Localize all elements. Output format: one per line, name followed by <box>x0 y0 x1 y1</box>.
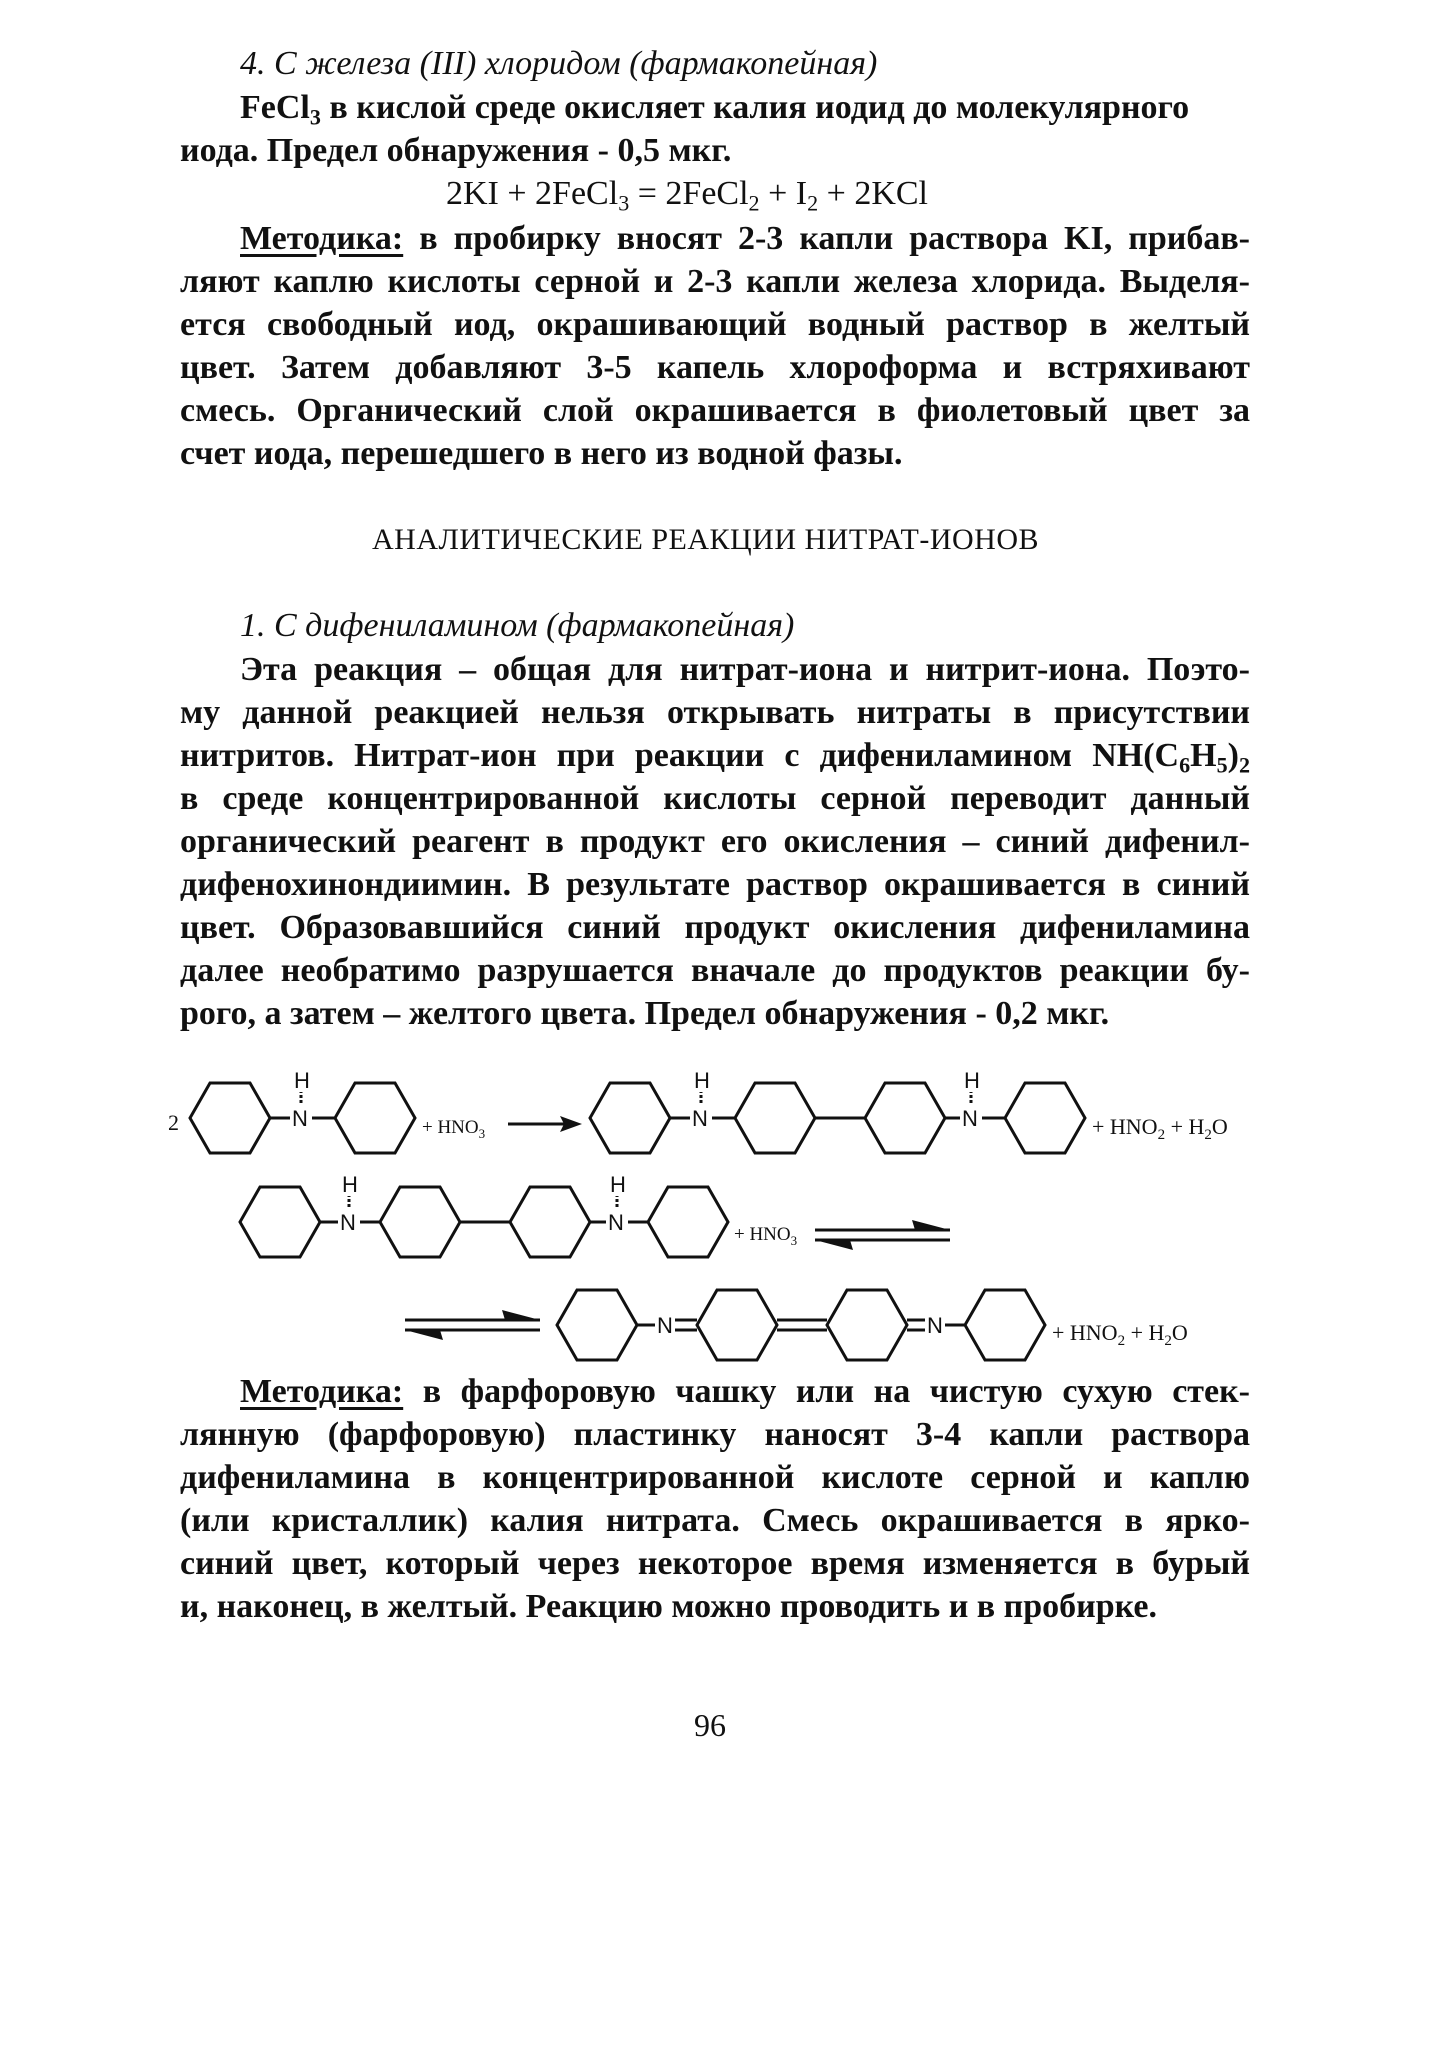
paragraph-line <box>240 1370 1250 1413</box>
benzene-ring <box>335 1083 415 1153</box>
text: + 2KCl <box>818 175 928 212</box>
products-hno2-h2o: + $HNO_2 + H_2O$ <box>1092 1114 1228 1143</box>
benzene-ring <box>380 1187 460 1257</box>
hydrogen-atom: H <box>964 1068 980 1093</box>
arrow-head <box>405 1330 443 1340</box>
paragraph-line: иода. Предел обнаружения - 0,5 мкг. <box>180 132 732 169</box>
arrow-head <box>502 1310 540 1320</box>
products-hno2-h2o: + $HNO_2 + H_2O$ <box>1052 1320 1188 1349</box>
benzene-ring <box>557 1290 637 1360</box>
paragraph-line: ется свободный иод, окрашивающий водный раствор в желтый <box>180 306 1250 343</box>
subscript: 6 <box>1179 752 1191 778</box>
formula-fecl3: FeCl <box>240 89 310 126</box>
text: 2KI + 2FeCl <box>446 175 619 212</box>
paragraph-line: Эта реакция – общая для нитрат-иона и нитрит-иона. Поэто- <box>240 651 1250 688</box>
subscript: 3 <box>618 190 630 216</box>
nitrogen-atom: N <box>962 1106 978 1131</box>
nitrogen-atom: N <box>657 1313 673 1338</box>
paragraph-line: в среде концентрированной кислоты серной переводит данный <box>180 780 1250 817</box>
text: нитритов. Нитрат-ион при реакции с дифениламином NH(C <box>180 737 1180 774</box>
benzene-ring <box>240 1187 320 1257</box>
hydrogen-atom: H <box>294 1068 310 1093</box>
text: = 2FeCl <box>629 175 749 212</box>
subscript: 2 <box>1238 752 1250 778</box>
paragraph-line: далее необратимо разрушается вначале до продуктов реакции бу- <box>180 952 1250 989</box>
section-heading-nitrate: АНАЛИТИЧЕСКИЕ РЕАКЦИИ НИТРАТ-ИОНОВ <box>372 523 1040 556</box>
hydrogen-atom: H <box>342 1172 358 1197</box>
nitrogen-atom: N <box>927 1313 943 1338</box>
nitrogen-atom: N <box>608 1210 624 1235</box>
subscript: 2 <box>807 190 819 216</box>
benzene-ring <box>965 1290 1045 1360</box>
benzene-ring <box>590 1083 670 1153</box>
nitrogen-atom: N <box>692 1106 708 1131</box>
paragraph-line: счет иода, перешедшего в него из водной фазы. <box>180 435 903 472</box>
paragraph-line: цвет. Затем добавляют 3-5 капель хлороформа и встряхивают <box>180 349 1250 386</box>
hydrogen-atom: H <box>610 1172 626 1197</box>
reagent-hno3: + $HNO_3$ <box>734 1224 798 1248</box>
paragraph-line: (или кристаллик) калия нитрата. Смесь окрашивается в ярко- <box>180 1502 1250 1539</box>
paragraph-line: му данной реакцией нельзя открывать нитраты в присутствии <box>180 694 1250 731</box>
paragraph-line: ляют каплю кислоты серной и 2-3 капли железа хлорида. Выделя- <box>180 263 1250 300</box>
benzene-ring <box>648 1187 728 1257</box>
arrow-head <box>912 1220 950 1230</box>
hydrogen-atom: H <box>694 1068 710 1093</box>
paragraph-line: органический реагент в продукт его окисления – синий дифенил- <box>180 823 1250 860</box>
text: + I <box>759 175 808 212</box>
subscript: 3 <box>309 104 321 130</box>
quinoid-ring <box>827 1290 907 1360</box>
text: в пробирку вносят 2-3 капли раствора KI, прибав- <box>403 220 1250 257</box>
paragraph-line: синий цвет, который через некоторое время изменяется в бурый <box>180 1545 1250 1582</box>
text: в фарфоровую чашку или на чистую сухую стек- <box>403 1373 1250 1410</box>
subsection-title-diphenylamine: 1. С дифениламином (фармакопейная) <box>240 607 795 644</box>
paragraph-line: цвет. Образовавшийся синий продукт окисления дифениламина <box>180 909 1250 946</box>
benzene-ring <box>510 1187 590 1257</box>
benzene-ring <box>1005 1083 1085 1153</box>
nitrogen-atom: N <box>340 1210 356 1235</box>
paragraph-line: дифенохинондиимин. В результате раствор окрашивается в синий <box>180 866 1250 903</box>
nitrogen-atom: N <box>292 1106 308 1131</box>
reagent-hno3: + $HNO_3$ <box>422 1117 486 1141</box>
quinoid-ring <box>697 1290 777 1360</box>
paragraph-line: смесь. Органический слой окрашивается в фиолетовый цвет за <box>180 392 1250 429</box>
benzene-ring <box>865 1083 945 1153</box>
benzene-ring <box>190 1083 270 1153</box>
subscript: 2 <box>748 190 760 216</box>
method-label: Методика: <box>240 1373 404 1410</box>
section-title-iron: 4. С железа (III) хлоридом (фармакопейная) <box>240 45 878 82</box>
text: в кислой среде окисляет калия иодид до молекулярного <box>320 89 1190 126</box>
paragraph-line: лянную (фарфоровую) пластинку наносят 3-4 капли раствора <box>180 1416 1250 1453</box>
page-number: 96 <box>694 1707 726 1743</box>
coefficient-2: 2 <box>168 1110 179 1135</box>
paragraph-line: и, наконец, в желтый. Реакцию можно проводить и в пробирке. <box>180 1588 1157 1625</box>
arrow-head <box>815 1240 853 1250</box>
benzene-ring <box>735 1083 815 1153</box>
method-label: Методика: <box>240 220 404 257</box>
paragraph-line: дифениламина в концентрированной кислоте серной и каплю <box>180 1459 1250 1496</box>
subscript: 5 <box>1216 752 1228 778</box>
paragraph-line: рого, а затем – желтого цвета. Предел обнаружения - 0,2 мкг. <box>180 995 1110 1032</box>
text: H <box>1190 737 1217 774</box>
text: ) <box>1227 737 1239 774</box>
